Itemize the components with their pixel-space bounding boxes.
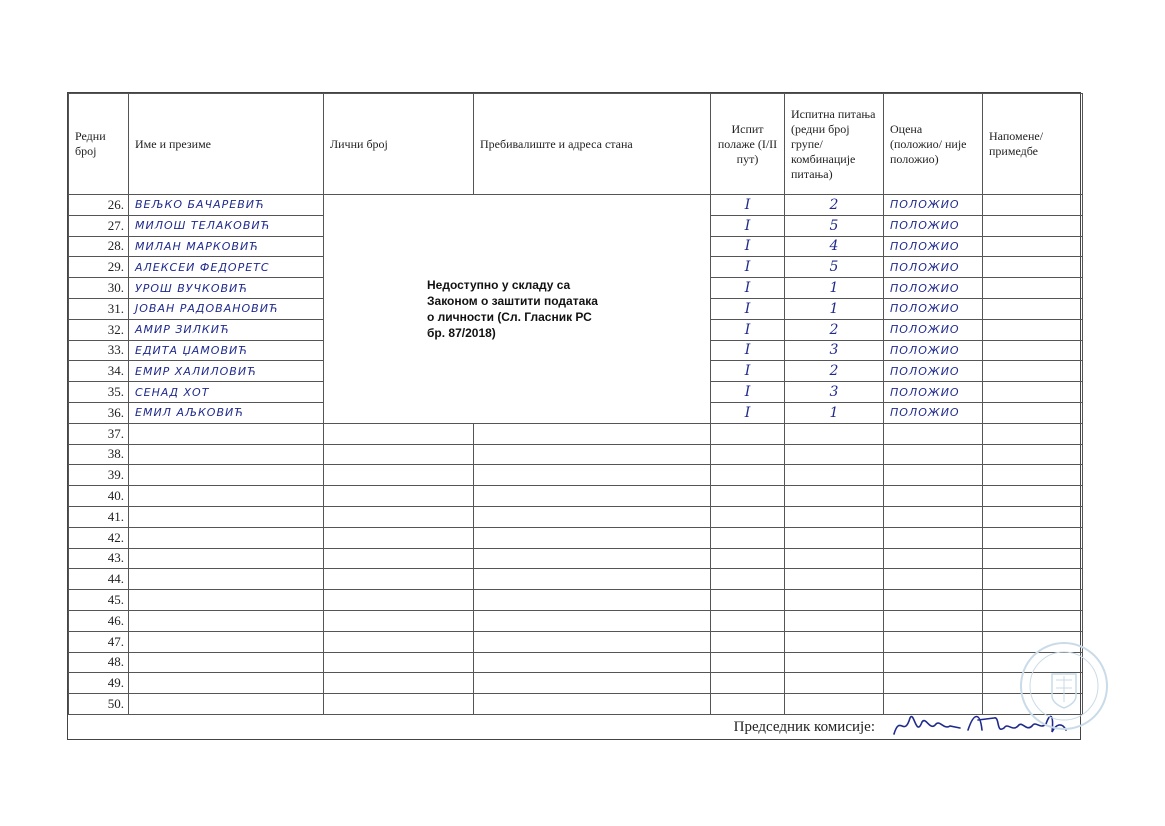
row-grade	[884, 527, 983, 548]
row-question	[785, 506, 884, 527]
row-grade	[884, 548, 983, 569]
row-question: 2	[785, 361, 884, 382]
row-address	[474, 486, 711, 507]
row-question	[785, 610, 884, 631]
row-number: 37.	[69, 423, 129, 444]
row-notes	[983, 215, 1083, 236]
row-address	[474, 590, 711, 611]
row-grade: ПОЛОЖИО	[884, 195, 983, 216]
row-number: 39.	[69, 465, 129, 486]
row-number: 50.	[69, 694, 129, 715]
row-number: 40.	[69, 486, 129, 507]
row-exam: I	[711, 278, 785, 299]
row-question: 5	[785, 257, 884, 278]
header-exam: Испит полаже (I/II пут)	[711, 94, 785, 195]
row-name: ЕМИЛ АЉКОВИЋ	[129, 402, 324, 423]
row-question	[785, 631, 884, 652]
row-question: 5	[785, 215, 884, 236]
row-question: 4	[785, 236, 884, 257]
row-exam: I	[711, 195, 785, 216]
official-stamp	[1018, 640, 1110, 732]
row-question: 1	[785, 298, 884, 319]
row-exam	[711, 694, 785, 715]
row-number: 36.	[69, 402, 129, 423]
header-id: Лични број	[324, 94, 474, 195]
row-exam	[711, 652, 785, 673]
row-name	[129, 694, 324, 715]
row-notes	[983, 361, 1083, 382]
row-question	[785, 652, 884, 673]
row-notes	[983, 444, 1083, 465]
row-question: 1	[785, 402, 884, 423]
row-address	[474, 652, 711, 673]
redaction-note: Недоступно у складу са Законом о заштити података о личности (Сл. Гласник РС бр. 87/2018)	[427, 277, 598, 340]
row-number: 41.	[69, 506, 129, 527]
row-exam	[711, 569, 785, 590]
row-id	[324, 694, 474, 715]
header-row	[69, 94, 1083, 195]
row-name: УРОШ ВУЧКОВИЋ	[129, 278, 324, 299]
row-grade	[884, 506, 983, 527]
row-question: 3	[785, 382, 884, 403]
row-id	[324, 652, 474, 673]
row-question	[785, 527, 884, 548]
table-row	[69, 444, 1083, 465]
row-address	[474, 694, 711, 715]
row-name: ЕМИР ХАЛИЛОВИЋ	[129, 361, 324, 382]
row-exam	[711, 590, 785, 611]
row-address	[474, 548, 711, 569]
row-grade: ПОЛОЖИО	[884, 236, 983, 257]
row-id	[324, 465, 474, 486]
row-exam: I	[711, 236, 785, 257]
row-name: АЛЕКСЕИ ФЕДОРЕТС	[129, 257, 324, 278]
row-id	[324, 444, 474, 465]
row-id	[324, 569, 474, 590]
row-notes	[983, 506, 1083, 527]
row-number: 31.	[69, 298, 129, 319]
row-number: 29.	[69, 257, 129, 278]
row-number: 49.	[69, 673, 129, 694]
row-address	[474, 527, 711, 548]
header-notes: Напомене/ примедбе	[983, 94, 1083, 195]
row-id	[324, 548, 474, 569]
header-address: Пребивалиште и адреса стана	[474, 94, 711, 195]
row-id	[324, 486, 474, 507]
row-grade	[884, 673, 983, 694]
row-exam	[711, 548, 785, 569]
row-name	[129, 590, 324, 611]
row-name	[129, 506, 324, 527]
row-number: 26.	[69, 195, 129, 216]
row-notes	[983, 319, 1083, 340]
row-grade	[884, 569, 983, 590]
row-name	[129, 652, 324, 673]
row-address	[474, 465, 711, 486]
row-id	[324, 610, 474, 631]
row-notes	[983, 423, 1083, 444]
exam-results-table	[68, 93, 1083, 715]
row-question	[785, 569, 884, 590]
row-name: ЕДИТА ЏАМОВИЋ	[129, 340, 324, 361]
row-number: 27.	[69, 215, 129, 236]
row-question	[785, 673, 884, 694]
table-row	[69, 610, 1083, 631]
row-question	[785, 465, 884, 486]
row-number: 43.	[69, 548, 129, 569]
row-grade: ПОЛОЖИО	[884, 257, 983, 278]
row-exam	[711, 506, 785, 527]
row-question: 2	[785, 319, 884, 340]
row-address	[474, 506, 711, 527]
header-questions: Испитна питања (редни број групе/ комбинације питања)	[785, 94, 884, 195]
row-notes	[983, 527, 1083, 548]
row-id	[324, 527, 474, 548]
row-name	[129, 486, 324, 507]
row-notes	[983, 298, 1083, 319]
row-number: 42.	[69, 527, 129, 548]
row-exam: I	[711, 215, 785, 236]
row-id	[324, 631, 474, 652]
row-grade: ПОЛОЖИО	[884, 361, 983, 382]
table-row	[69, 506, 1083, 527]
row-name	[129, 673, 324, 694]
table-row	[69, 569, 1083, 590]
row-number: 38.	[69, 444, 129, 465]
row-name	[129, 631, 324, 652]
row-grade: ПОЛОЖИО	[884, 298, 983, 319]
row-exam: I	[711, 402, 785, 423]
row-grade	[884, 652, 983, 673]
row-name	[129, 465, 324, 486]
row-name	[129, 569, 324, 590]
row-name: ВЕЉКО БАЧАРЕВИЋ	[129, 195, 324, 216]
row-question	[785, 486, 884, 507]
redacted-personal-data	[324, 195, 711, 424]
row-notes	[983, 610, 1083, 631]
row-exam	[711, 610, 785, 631]
row-notes	[983, 486, 1083, 507]
row-exam: I	[711, 361, 785, 382]
row-notes	[983, 278, 1083, 299]
row-address	[474, 444, 711, 465]
row-number: 45.	[69, 590, 129, 611]
row-question	[785, 548, 884, 569]
row-number: 32.	[69, 319, 129, 340]
row-id	[324, 423, 474, 444]
row-notes	[983, 590, 1083, 611]
row-exam: I	[711, 340, 785, 361]
row-notes	[983, 195, 1083, 216]
row-grade	[884, 610, 983, 631]
row-notes	[983, 382, 1083, 403]
row-name: СЕНАД ХОТ	[129, 382, 324, 403]
table-row	[69, 590, 1083, 611]
header-name: Име и презиме	[129, 94, 324, 195]
table-row	[69, 548, 1083, 569]
row-number: 48.	[69, 652, 129, 673]
row-grade	[884, 486, 983, 507]
row-grade	[884, 465, 983, 486]
row-exam	[711, 673, 785, 694]
row-address	[474, 631, 711, 652]
empty-rows	[69, 423, 1083, 714]
row-name	[129, 548, 324, 569]
row-address	[474, 673, 711, 694]
row-number: 44.	[69, 569, 129, 590]
row-id	[324, 673, 474, 694]
exam-record-sheet	[67, 92, 1081, 740]
table-row	[69, 465, 1083, 486]
row-grade: ПОЛОЖИО	[884, 340, 983, 361]
row-grade: ПОЛОЖИО	[884, 215, 983, 236]
row-name	[129, 444, 324, 465]
row-number: 28.	[69, 236, 129, 257]
table-row	[69, 486, 1083, 507]
row-question	[785, 444, 884, 465]
row-notes	[983, 257, 1083, 278]
row-address	[474, 423, 711, 444]
row-question	[785, 694, 884, 715]
row-number: 30.	[69, 278, 129, 299]
table-row	[69, 423, 1083, 444]
row-number: 47.	[69, 631, 129, 652]
row-grade: ПОЛОЖИО	[884, 382, 983, 403]
row-grade	[884, 423, 983, 444]
row-grade	[884, 444, 983, 465]
header-grade: Оцена (положио/ није положио)	[884, 94, 983, 195]
row-name	[129, 527, 324, 548]
row-number: 34.	[69, 361, 129, 382]
row-exam	[711, 465, 785, 486]
row-grade	[884, 631, 983, 652]
row-grade: ПОЛОЖИО	[884, 278, 983, 299]
table-row	[69, 195, 1083, 216]
row-grade: ПОЛОЖИО	[884, 402, 983, 423]
row-notes	[983, 548, 1083, 569]
row-address	[474, 610, 711, 631]
row-notes	[983, 340, 1083, 361]
table-row	[69, 652, 1083, 673]
row-name	[129, 423, 324, 444]
row-name	[129, 610, 324, 631]
row-exam: I	[711, 298, 785, 319]
table-row	[69, 527, 1083, 548]
row-notes	[983, 402, 1083, 423]
row-exam	[711, 423, 785, 444]
row-exam	[711, 527, 785, 548]
row-exam: I	[711, 257, 785, 278]
row-id	[324, 506, 474, 527]
row-grade: ПОЛОЖИО	[884, 319, 983, 340]
row-number: 33.	[69, 340, 129, 361]
row-exam	[711, 631, 785, 652]
row-question	[785, 423, 884, 444]
row-name: АМИР ЗИЛКИЋ	[129, 319, 324, 340]
row-name: МИЛАН МАРКОВИЋ	[129, 236, 324, 257]
header-no: Редни број	[69, 94, 129, 195]
row-notes	[983, 236, 1083, 257]
row-question	[785, 590, 884, 611]
row-notes	[983, 569, 1083, 590]
table-row	[69, 631, 1083, 652]
row-id	[324, 590, 474, 611]
row-notes	[983, 465, 1083, 486]
row-grade	[884, 590, 983, 611]
row-exam: I	[711, 319, 785, 340]
row-exam	[711, 486, 785, 507]
table-row	[69, 673, 1083, 694]
row-name: МИЛОШ ТЕЛАКОВИЋ	[129, 215, 324, 236]
row-question: 2	[785, 195, 884, 216]
row-exam: I	[711, 382, 785, 403]
row-exam	[711, 444, 785, 465]
chair-label: Председник комисије:	[733, 719, 875, 735]
row-question: 1	[785, 278, 884, 299]
row-question: 3	[785, 340, 884, 361]
row-address	[474, 569, 711, 590]
row-number: 35.	[69, 382, 129, 403]
row-name: ЈОВАН РАДОВАНОВИЋ	[129, 298, 324, 319]
row-number: 46.	[69, 610, 129, 631]
